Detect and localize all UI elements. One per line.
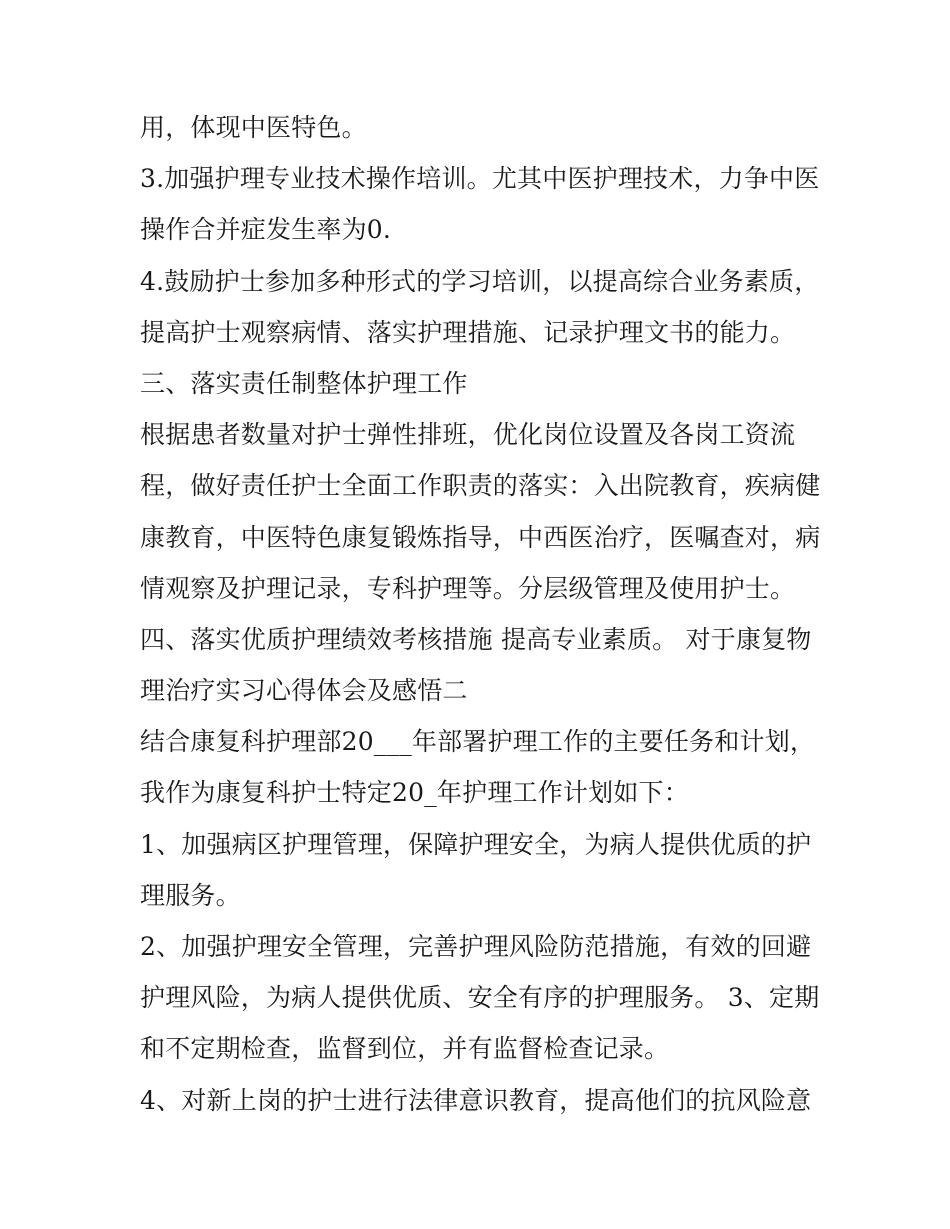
text-line: 和不定期检查，监督到位，并有监督检查记录。: [140, 1034, 670, 1064]
text-line: 提高护士观察病情、落实护理措施、记录护理文书的能力。: [140, 317, 796, 347]
text-line: 程，做好责任护士全面工作职责的落实：入出院教育，疾病健: [140, 471, 821, 501]
text-line: 护理风险，为病人提供优质、安全有序的护理服务。 3、定期: [140, 983, 820, 1013]
text-line: 2、加强护理安全管理，完善护理风险防范措施，有效的回避: [140, 932, 812, 961]
text-line: 用，体现中医特色。: [140, 113, 367, 142]
text-line: 理服务。: [140, 880, 241, 910]
section-heading: 四、落实优质护理绩效考核措施 提高专业素质。 对于康复物: [140, 624, 812, 654]
text-line: 我作为康复科护士特定20_年护理工作计划如下：: [140, 778, 689, 808]
text-line: 康教育，中医特色康复锻炼指导，中西医治疗，医嘱查对，病: [140, 522, 821, 552]
text-line: 1、加强病区护理管理，保障护理安全，为病人提供优质的护: [140, 829, 812, 859]
document-body: [140, 108, 820, 1132]
text-line: 结合康复科护理部20___年部署护理工作的主要任务和计划，: [140, 727, 816, 757]
text-line: 4.鼓励护士参加多种形式的学习培训，以提高综合业务素质，: [140, 266, 820, 296]
text-line: 根据患者数量对护士弹性排班，优化岗位设置及各岗工资流: [140, 420, 796, 450]
text-line: 情观察及护理记录，专科护理等。分层级管理及使用护士。: [140, 573, 796, 603]
text-line: 4、对新上岗的护士进行法律意识教育，提高他们的抗风险意: [140, 1085, 812, 1115]
section-heading: 三、落实责任制整体护理工作: [140, 368, 468, 398]
text-line: 理治疗实习心得体会及感悟二: [140, 676, 468, 706]
text-line: 3.加强护理专业技术操作培训。尤其中医护理技术，力争中医: [140, 164, 820, 194]
text-line: 操作合并症发生率为0.: [140, 215, 392, 245]
